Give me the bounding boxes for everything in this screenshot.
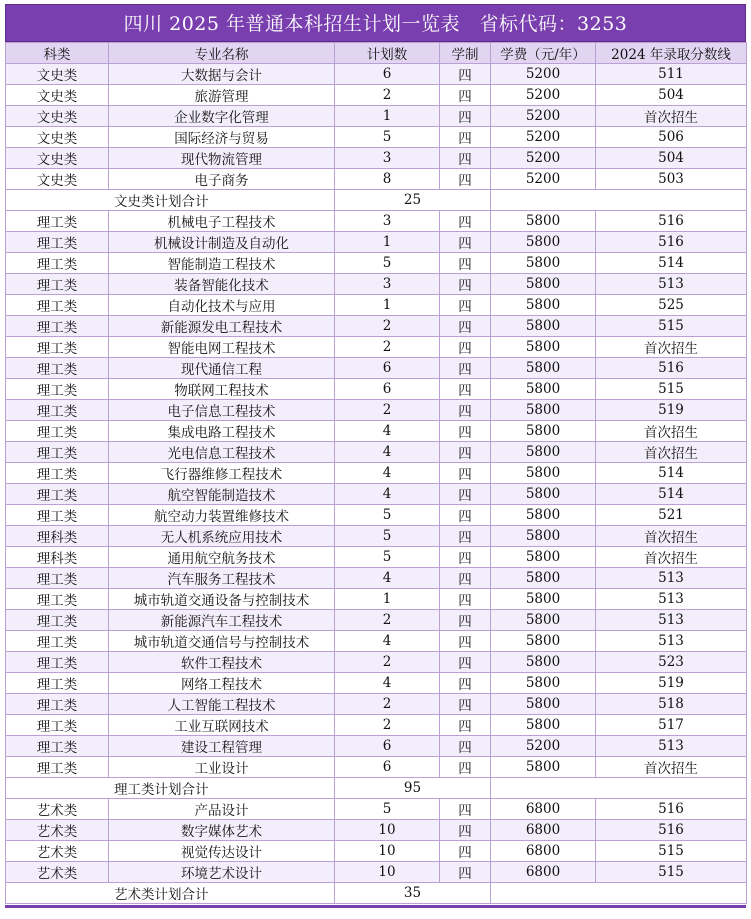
cell-major: 国际经济与贸易 — [109, 127, 335, 148]
cell-category: 理工类 — [6, 505, 109, 526]
cell-duration: 四 — [440, 673, 491, 694]
cell-category: 理工类 — [6, 442, 109, 463]
cell-major: 通用航空航务技术 — [109, 547, 335, 568]
cell-2024-score: 首次招生 — [596, 421, 747, 442]
cell-plan-count: 6 — [335, 64, 440, 85]
cell-duration: 四 — [440, 610, 491, 631]
cell-major: 大数据与会计 — [109, 64, 335, 85]
cell-category: 理工类 — [6, 589, 109, 610]
cell-2024-score: 首次招生 — [596, 757, 747, 778]
cell-major: 光电信息工程技术 — [109, 442, 335, 463]
cell-major: 现代通信工程 — [109, 358, 335, 379]
table-row — [6, 862, 747, 883]
table-row — [6, 127, 747, 148]
cell-plan-count: 5 — [335, 526, 440, 547]
cell-tuition: 5800 — [491, 715, 596, 736]
cell-duration: 四 — [440, 148, 491, 169]
cell-tuition: 5200 — [491, 85, 596, 106]
cell-category: 文史类 — [6, 106, 109, 127]
cell-duration: 四 — [440, 169, 491, 190]
cell-tuition: 5800 — [491, 757, 596, 778]
cell-plan-count: 2 — [335, 610, 440, 631]
cell-duration: 四 — [440, 820, 491, 841]
cell-plan-count: 5 — [335, 505, 440, 526]
cell-major: 装备智能化技术 — [109, 274, 335, 295]
table-header-row — [6, 43, 747, 64]
cell-2024-score: 513 — [596, 736, 747, 757]
cell-category: 文史类 — [6, 64, 109, 85]
cell-category: 理工类 — [6, 757, 109, 778]
cell-plan-count: 4 — [335, 484, 440, 505]
cell-category: 理工类 — [6, 652, 109, 673]
cell-major: 软件工程技术 — [109, 652, 335, 673]
subtotal-value: 25 — [335, 190, 491, 211]
cell-plan-count: 2 — [335, 652, 440, 673]
cell-category: 理工类 — [6, 295, 109, 316]
cell-tuition: 5800 — [491, 568, 596, 589]
cell-duration: 四 — [440, 631, 491, 652]
table-row — [6, 232, 747, 253]
cell-2024-score: 514 — [596, 463, 747, 484]
cell-category: 理工类 — [6, 568, 109, 589]
cell-tuition: 5800 — [491, 610, 596, 631]
cell-duration: 四 — [440, 715, 491, 736]
cell-major: 物联网工程技术 — [109, 379, 335, 400]
table-row — [6, 211, 747, 232]
table-row — [6, 316, 747, 337]
cell-duration: 四 — [440, 694, 491, 715]
cell-2024-score: 503 — [596, 169, 747, 190]
cell-major: 智能制造工程技术 — [109, 253, 335, 274]
table-row — [6, 841, 747, 862]
cell-major: 人工智能工程技术 — [109, 694, 335, 715]
subtotal-label: 文史类计划合计 — [6, 190, 335, 211]
cell-category: 理工类 — [6, 379, 109, 400]
cell-duration: 四 — [440, 442, 491, 463]
cell-plan-count: 6 — [335, 379, 440, 400]
table-row — [6, 106, 747, 127]
cell-plan-count: 2 — [335, 694, 440, 715]
table-row — [6, 820, 747, 841]
cell-2024-score: 513 — [596, 274, 747, 295]
table-row — [6, 757, 747, 778]
cell-2024-score: 515 — [596, 316, 747, 337]
cell-2024-score: 515 — [596, 379, 747, 400]
cell-major: 城市轨道交通设备与控制技术 — [109, 589, 335, 610]
table-row — [6, 379, 747, 400]
cell-category: 理工类 — [6, 463, 109, 484]
cell-duration: 四 — [440, 547, 491, 568]
cell-major: 旅游管理 — [109, 85, 335, 106]
cell-plan-count: 2 — [335, 715, 440, 736]
cell-plan-count: 5 — [335, 253, 440, 274]
cell-2024-score: 首次招生 — [596, 526, 747, 547]
cell-duration: 四 — [440, 400, 491, 421]
cell-2024-score: 513 — [596, 568, 747, 589]
table-row — [6, 526, 747, 547]
cell-category: 理工类 — [6, 484, 109, 505]
cell-tuition: 5800 — [491, 673, 596, 694]
cell-plan-count: 3 — [335, 274, 440, 295]
cell-duration: 四 — [440, 106, 491, 127]
cell-major: 航空智能制造技术 — [109, 484, 335, 505]
cell-plan-count: 5 — [335, 799, 440, 820]
cell-category: 理工类 — [6, 211, 109, 232]
cell-major: 集成电路工程技术 — [109, 421, 335, 442]
cell-tuition: 5800 — [491, 547, 596, 568]
cell-2024-score: 首次招生 — [596, 106, 747, 127]
cell-tuition: 5200 — [491, 64, 596, 85]
cell-tuition: 5800 — [491, 400, 596, 421]
cell-plan-count: 3 — [335, 148, 440, 169]
cell-tuition: 5800 — [491, 232, 596, 253]
table-row — [6, 64, 747, 85]
cell-category: 理工类 — [6, 736, 109, 757]
table-row — [6, 589, 747, 610]
cell-major: 自动化技术与应用 — [109, 295, 335, 316]
cell-2024-score: 521 — [596, 505, 747, 526]
cell-tuition: 5800 — [491, 463, 596, 484]
cell-plan-count: 8 — [335, 169, 440, 190]
cell-tuition: 5800 — [491, 631, 596, 652]
table-row — [6, 442, 747, 463]
cell-duration: 四 — [440, 505, 491, 526]
cell-category: 理工类 — [6, 610, 109, 631]
cell-tuition: 5200 — [491, 169, 596, 190]
table-row — [6, 463, 747, 484]
cell-plan-count: 4 — [335, 673, 440, 694]
cell-major: 工业互联网技术 — [109, 715, 335, 736]
cell-category: 理工类 — [6, 274, 109, 295]
subtotal-value: 35 — [335, 883, 491, 904]
cell-tuition: 5800 — [491, 526, 596, 547]
cell-major: 智能电网工程技术 — [109, 337, 335, 358]
cell-2024-score: 518 — [596, 694, 747, 715]
cell-tuition: 5200 — [491, 148, 596, 169]
cell-tuition: 5200 — [491, 127, 596, 148]
cell-major: 机械设计制造及自动化 — [109, 232, 335, 253]
cell-category: 理科类 — [6, 547, 109, 568]
enrollment-table — [5, 42, 747, 904]
enrollment-plan-document — [5, 4, 746, 904]
cell-plan-count: 1 — [335, 106, 440, 127]
cell-plan-count: 1 — [335, 232, 440, 253]
table-row — [6, 85, 747, 106]
cell-2024-score: 506 — [596, 127, 747, 148]
cell-duration: 四 — [440, 799, 491, 820]
cell-major: 网络工程技术 — [109, 673, 335, 694]
cell-plan-count: 5 — [335, 547, 440, 568]
header-major: 专业名称 — [109, 43, 335, 64]
table-row — [6, 337, 747, 358]
cell-2024-score: 首次招生 — [596, 337, 747, 358]
table-row — [6, 358, 747, 379]
cell-major: 数字媒体艺术 — [109, 820, 335, 841]
cell-plan-count: 6 — [335, 358, 440, 379]
table-body — [6, 64, 747, 904]
cell-category: 艺术类 — [6, 799, 109, 820]
cell-major: 无人机系统应用技术 — [109, 526, 335, 547]
cell-tuition: 5800 — [491, 505, 596, 526]
cell-major: 环境艺术设计 — [109, 862, 335, 883]
cell-duration: 四 — [440, 757, 491, 778]
cell-2024-score: 516 — [596, 211, 747, 232]
cell-category: 理工类 — [6, 400, 109, 421]
cell-tuition: 5800 — [491, 316, 596, 337]
cell-2024-score: 513 — [596, 631, 747, 652]
cell-2024-score: 515 — [596, 862, 747, 883]
cell-2024-score: 519 — [596, 673, 747, 694]
cell-plan-count: 2 — [335, 85, 440, 106]
subtotal-value: 95 — [335, 778, 491, 799]
cell-2024-score: 515 — [596, 841, 747, 862]
cell-category: 理工类 — [6, 631, 109, 652]
cell-duration: 四 — [440, 862, 491, 883]
cell-duration: 四 — [440, 568, 491, 589]
cell-tuition: 6800 — [491, 820, 596, 841]
cell-plan-count: 4 — [335, 421, 440, 442]
cell-duration: 四 — [440, 232, 491, 253]
table-row — [6, 736, 747, 757]
cell-plan-count: 10 — [335, 820, 440, 841]
table-row — [6, 694, 747, 715]
cell-category: 理工类 — [6, 316, 109, 337]
cell-tuition: 5800 — [491, 484, 596, 505]
subtotal-row — [6, 883, 747, 904]
table-row — [6, 274, 747, 295]
cell-duration: 四 — [440, 358, 491, 379]
table-row — [6, 169, 747, 190]
cell-2024-score: 516 — [596, 358, 747, 379]
cell-plan-count: 1 — [335, 589, 440, 610]
cell-major: 航空动力装置维修技术 — [109, 505, 335, 526]
cell-category: 文史类 — [6, 85, 109, 106]
cell-category: 理工类 — [6, 253, 109, 274]
cell-category: 理工类 — [6, 715, 109, 736]
cell-plan-count: 4 — [335, 463, 440, 484]
cell-major: 企业数字化管理 — [109, 106, 335, 127]
table-row — [6, 610, 747, 631]
cell-tuition: 5800 — [491, 253, 596, 274]
cell-category: 理工类 — [6, 232, 109, 253]
cell-2024-score: 首次招生 — [596, 442, 747, 463]
cell-major: 产品设计 — [109, 799, 335, 820]
cell-plan-count: 10 — [335, 841, 440, 862]
cell-plan-count: 10 — [335, 862, 440, 883]
cell-plan-count: 6 — [335, 736, 440, 757]
cell-category: 理科类 — [6, 526, 109, 547]
cell-2024-score: 516 — [596, 232, 747, 253]
header-plan-count: 计划数 — [335, 43, 440, 64]
cell-tuition: 5800 — [491, 358, 596, 379]
table-row — [6, 547, 747, 568]
table-row — [6, 631, 747, 652]
cell-duration: 四 — [440, 64, 491, 85]
cell-2024-score: 513 — [596, 610, 747, 631]
cell-duration: 四 — [440, 421, 491, 442]
cell-tuition: 5800 — [491, 694, 596, 715]
cell-category: 理工类 — [6, 337, 109, 358]
cell-category: 艺术类 — [6, 862, 109, 883]
cell-2024-score: 525 — [596, 295, 747, 316]
cell-tuition: 5800 — [491, 442, 596, 463]
cell-duration: 四 — [440, 253, 491, 274]
cell-category: 理工类 — [6, 694, 109, 715]
cell-duration: 四 — [440, 211, 491, 232]
cell-tuition: 5800 — [491, 211, 596, 232]
cell-category: 理工类 — [6, 421, 109, 442]
cell-tuition: 5200 — [491, 106, 596, 127]
cell-tuition: 6800 — [491, 862, 596, 883]
cell-category: 艺术类 — [6, 841, 109, 862]
cell-2024-score: 511 — [596, 64, 747, 85]
cell-category: 文史类 — [6, 169, 109, 190]
cell-tuition: 5800 — [491, 337, 596, 358]
cell-major: 现代物流管理 — [109, 148, 335, 169]
cell-2024-score: 514 — [596, 253, 747, 274]
cell-2024-score: 首次招生 — [596, 547, 747, 568]
cell-duration: 四 — [440, 463, 491, 484]
cell-plan-count: 6 — [335, 757, 440, 778]
cell-plan-count: 3 — [335, 211, 440, 232]
subtotal-empty — [491, 883, 747, 904]
cell-major: 电子商务 — [109, 169, 335, 190]
cell-major: 飞行器维修工程技术 — [109, 463, 335, 484]
cell-duration: 四 — [440, 652, 491, 673]
cell-plan-count: 4 — [335, 442, 440, 463]
cell-category: 理工类 — [6, 358, 109, 379]
cell-plan-count: 1 — [335, 295, 440, 316]
cell-tuition: 5800 — [491, 295, 596, 316]
cell-major: 电子信息工程技术 — [109, 400, 335, 421]
cell-major: 新能源发电工程技术 — [109, 316, 335, 337]
cell-plan-count: 2 — [335, 400, 440, 421]
subtotal-empty — [491, 190, 747, 211]
cell-tuition: 6800 — [491, 799, 596, 820]
cell-category: 理工类 — [6, 673, 109, 694]
table-row — [6, 505, 747, 526]
cell-2024-score: 516 — [596, 799, 747, 820]
cell-2024-score: 516 — [596, 820, 747, 841]
table-row — [6, 295, 747, 316]
cell-major: 汽车服务工程技术 — [109, 568, 335, 589]
header-category: 科类 — [6, 43, 109, 64]
header-duration: 学制 — [440, 43, 491, 64]
cell-duration: 四 — [440, 736, 491, 757]
cell-2024-score: 504 — [596, 85, 747, 106]
cell-major: 工业设计 — [109, 757, 335, 778]
table-row — [6, 484, 747, 505]
cell-duration: 四 — [440, 127, 491, 148]
cell-major: 建设工程管理 — [109, 736, 335, 757]
cell-category: 文史类 — [6, 148, 109, 169]
cell-duration: 四 — [440, 526, 491, 547]
cell-2024-score: 523 — [596, 652, 747, 673]
table-row — [6, 148, 747, 169]
cell-duration: 四 — [440, 295, 491, 316]
cell-major: 视觉传达设计 — [109, 841, 335, 862]
cell-2024-score: 519 — [596, 400, 747, 421]
subtotal-label: 理工类计划合计 — [6, 778, 335, 799]
cell-duration: 四 — [440, 379, 491, 400]
header-2024-score: 2024 年录取分数线 — [596, 43, 747, 64]
cell-tuition: 6800 — [491, 841, 596, 862]
cell-tuition: 5800 — [491, 274, 596, 295]
cell-duration: 四 — [440, 316, 491, 337]
cell-duration: 四 — [440, 589, 491, 610]
cell-tuition: 5800 — [491, 652, 596, 673]
cell-tuition: 5800 — [491, 589, 596, 610]
subtotal-row — [6, 190, 747, 211]
cell-plan-count: 2 — [335, 316, 440, 337]
table-row — [6, 568, 747, 589]
cell-major: 城市轨道交通信号与控制技术 — [109, 631, 335, 652]
cell-duration: 四 — [440, 841, 491, 862]
table-row — [6, 673, 747, 694]
table-row — [6, 400, 747, 421]
cell-duration: 四 — [440, 337, 491, 358]
table-row — [6, 421, 747, 442]
cell-major: 新能源汽车工程技术 — [109, 610, 335, 631]
cell-plan-count: 2 — [335, 337, 440, 358]
cell-plan-count: 5 — [335, 127, 440, 148]
cell-category: 艺术类 — [6, 820, 109, 841]
table-row — [6, 715, 747, 736]
cell-2024-score: 514 — [596, 484, 747, 505]
cell-2024-score: 504 — [596, 148, 747, 169]
cell-major: 机械电子工程技术 — [109, 211, 335, 232]
subtotal-empty — [491, 778, 747, 799]
cell-duration: 四 — [440, 85, 491, 106]
subtotal-row — [6, 778, 747, 799]
cell-duration: 四 — [440, 274, 491, 295]
subtotal-label: 艺术类计划合计 — [6, 883, 335, 904]
page-title: 四川 2025 年普通本科招生计划一览表 省标代码：3253 — [5, 4, 746, 42]
header-tuition: 学费（元/年） — [491, 43, 596, 64]
cell-2024-score: 517 — [596, 715, 747, 736]
table-row — [6, 652, 747, 673]
cell-plan-count: 4 — [335, 568, 440, 589]
cell-plan-count: 4 — [335, 631, 440, 652]
bottom-accent-bar — [5, 905, 746, 908]
cell-category: 文史类 — [6, 127, 109, 148]
cell-2024-score: 513 — [596, 589, 747, 610]
cell-tuition: 5800 — [491, 421, 596, 442]
cell-tuition: 5200 — [491, 736, 596, 757]
cell-duration: 四 — [440, 484, 491, 505]
table-row — [6, 253, 747, 274]
table-row — [6, 799, 747, 820]
cell-tuition: 5800 — [491, 379, 596, 400]
